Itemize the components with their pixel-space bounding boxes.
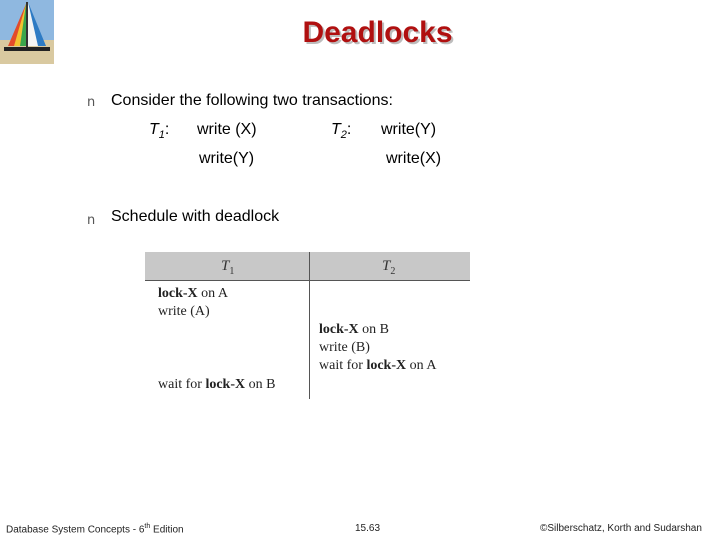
bullet-consider-transactions: Consider the following two transactions: [111, 92, 393, 109]
schedule-op-t1-write-a: write (A) [158, 304, 210, 319]
slide-title: Deadlocks [302, 16, 453, 49]
schedule-op-t2-lock-b: lock-X on B [319, 322, 390, 337]
schedule-header-row [145, 252, 470, 281]
schedule-header-t2: $T_2$ [382, 258, 396, 277]
schedule-header-t1: $T_1$ [221, 258, 235, 277]
schedule-op-t2-write-b: write (B) [319, 340, 370, 355]
t1-op-2: write(Y) [199, 150, 255, 167]
bullet-schedule-with-deadlock: Schedule with deadlock [111, 208, 280, 225]
deadlock-schedule-table [145, 252, 470, 399]
t2-op-1: write(Y) [381, 121, 437, 138]
t2-label: $T_2$: [331, 121, 352, 142]
t1-op-1: write (X) [197, 121, 257, 138]
schedule-op-t1-wait-b: wait for lock-X on B [158, 377, 276, 392]
schedule-op-t1-lock-a: lock-X on A [158, 286, 229, 301]
bullet-marker: n [87, 213, 96, 228]
footer-book-title: Database System Concepts - 6th Edition [6, 523, 184, 536]
t2-op-2: write(X) [386, 150, 442, 167]
footer-page-number: 15.63 [355, 523, 381, 534]
schedule-op-t2-wait-a: wait for lock-X on A [319, 358, 437, 373]
footer-copyright: ©Silberschatz, Korth and Sudarshan [540, 523, 702, 534]
bullet-marker: n [87, 95, 96, 110]
column-divider [309, 252, 310, 399]
t1-label: $T_1$: [149, 121, 170, 142]
